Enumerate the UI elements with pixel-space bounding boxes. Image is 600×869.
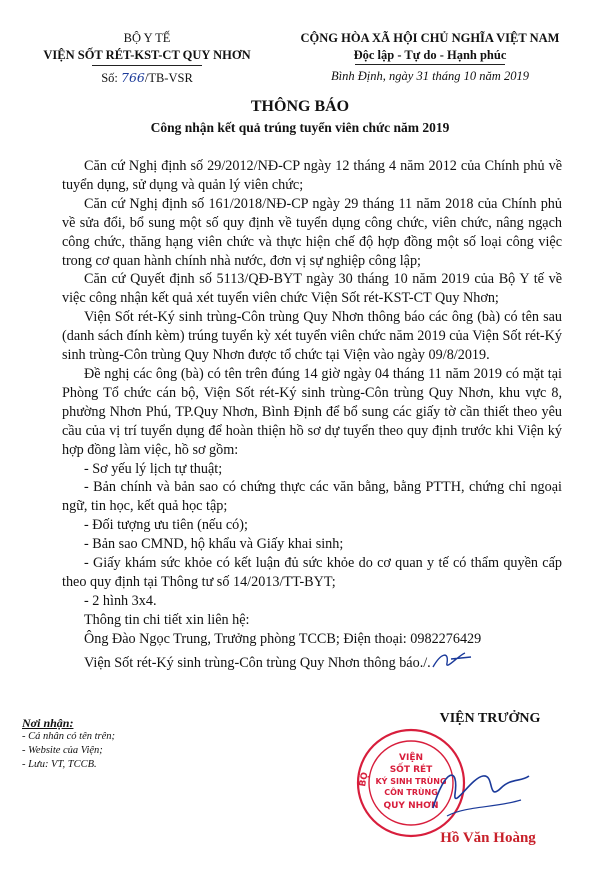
stamp-line: VIỆN: [399, 753, 423, 763]
list-item: - Đối tượng ưu tiên (nếu có);: [84, 517, 248, 534]
stamp-line: CÔN TRÙNG: [384, 788, 438, 797]
country-name: CỘNG HÒA XÃ HỘI CHỦ NGHĨA VIỆT NAM: [300, 31, 560, 45]
paragraph: Căn cứ Nghị định số 29/2012/NĐ-CP ngày 12 tháng 4 năm 2012 của Chính phủ về tuyển dụng, sử dụng và quản lý viên chức;: [62, 158, 562, 193]
ministry-name: BỘ Y TẾ: [123, 31, 171, 45]
list-item: - Bản sao CMND, hộ khẩu và Giấy khai sinh;: [84, 536, 344, 553]
divider: [92, 65, 202, 66]
list-item: - Bản chính và bản sao có chứng thực các văn bằng, bằng PTTH, chứng chỉ ngoại ngữ, tin học, kết quả học tập;: [62, 479, 562, 515]
initial-signature-icon: [431, 649, 475, 671]
document-body: [62, 157, 562, 672]
list-item: - 2 hình 3x4.: [84, 592, 157, 609]
place-date: Bình Định, ngày 31 tháng 10 năm 2019: [331, 69, 529, 83]
signer-name: Hồ Văn Hoàng: [440, 830, 536, 846]
list-item: - Giấy khám sức khỏe có kết luận đủ sức khỏe do cơ quan y tế có thẩm quyền cấp theo quy định tại Thông tư số 14/2013/TT-BYT;: [62, 555, 562, 590]
recipients-heading: Nơi nhận:: [22, 716, 74, 730]
recipient-item: - Cá nhân có tên trên;: [22, 731, 116, 742]
stamp-line: SỐT RÉT: [389, 765, 433, 775]
paragraph: Căn cứ Quyết định số 5113/QĐ-BYT ngày 30 tháng 10 năm 2019 của Bộ Y tế về việc công nhận kết quả xét tuyển viên chức Viện Sốt rét-KST-CT Quy Nhơn;: [62, 271, 562, 307]
stamp-line: KÝ SINH TRÙNG: [375, 777, 447, 786]
list-item: - Sơ yếu lý lịch tự thuật;: [84, 460, 223, 477]
recipients-block: [22, 716, 222, 772]
recipient-item: - Lưu: VT, TCCB.: [22, 759, 97, 770]
paragraph: Ông Đào Ngọc Trung, Trưởng phòng TCCB; Điện thoại: 0982276429: [84, 630, 482, 647]
paragraph: Viện Sốt rét-Ký sinh trùng-Côn trùng Quy Nhơn thông báo các ông (bà) có tên sau (danh sách đính kèm) trúng tuyển kỳ xét tuyển viên chức năm 2019 của Viện Sốt rét-Ký sinh trùng-Côn trùng Quy Nhơn được tổ chức tại Viện vào ngày 09/8/2019.: [62, 309, 562, 364]
paragraph: Thông tin chi tiết xin liên hệ:: [84, 611, 250, 628]
divider: [355, 64, 505, 65]
paragraph: Căn cứ Nghị định số 161/2018/NĐ-CP ngày 29 tháng 11 năm 2018 của Chính phủ về sửa đổi, bổ sung một số quy định về tuyển dụng công chức, viên chức, nâng ngạch công chức, thăng hạng viên chức và thực hiện chế độ hợp đồng một số loại công việc trong cơ quan hành chính nhà nước, đơn vị sự nghiệp công lập;: [62, 195, 562, 269]
national-motto: Độc lập - Tự do - Hạnh phúc: [353, 48, 507, 62]
stamp-ring-text: BỘ: [358, 771, 371, 788]
document-title: THÔNG BÁO: [250, 98, 350, 115]
institute-name: VIỆN SỐT RÉT-KST-CT QUY NHƠN: [43, 48, 251, 62]
handwritten-signature-icon: [425, 758, 535, 828]
national-header: [275, 30, 585, 85]
recipient-item: - Website của Viện;: [22, 745, 103, 756]
paragraph: Đề nghị các ông (bà) có tên trên đúng 14 giờ ngày 04 tháng 11 năm 2019 có mặt tại Phòng Tổ chức cán bộ, Viện Sốt rét-Ký sinh trùng-Côn trùng Quy Nhơn, khu vực 8, phường Nhơn Phú, TP.Quy Nhơn, Bình Định để bổ sung các giấy tờ cần thiết theo yêu cầu của vị trí tuyển dụng để hoàn thiện hồ sơ dự tuyển theo quy định trước khi Viện ký hợp đồng làm việc, hồ sơ gồm:: [62, 365, 562, 458]
closing-line: Viện Sốt rét-Ký sinh trùng-Côn trùng Quy Nhơn thông báo./.: [62, 649, 562, 673]
document-number: Số: 766/TB-VSR: [101, 70, 193, 85]
issuing-authority: [22, 30, 272, 87]
document-subtitle: Công nhận kết quả trúng tuyển viên chức năm 2019: [150, 120, 450, 135]
stamp-line: QUY NHƠN: [383, 801, 439, 811]
handwritten-number: 766: [121, 70, 145, 85]
signer-position: VIỆN TRƯỞNG: [439, 711, 541, 726]
